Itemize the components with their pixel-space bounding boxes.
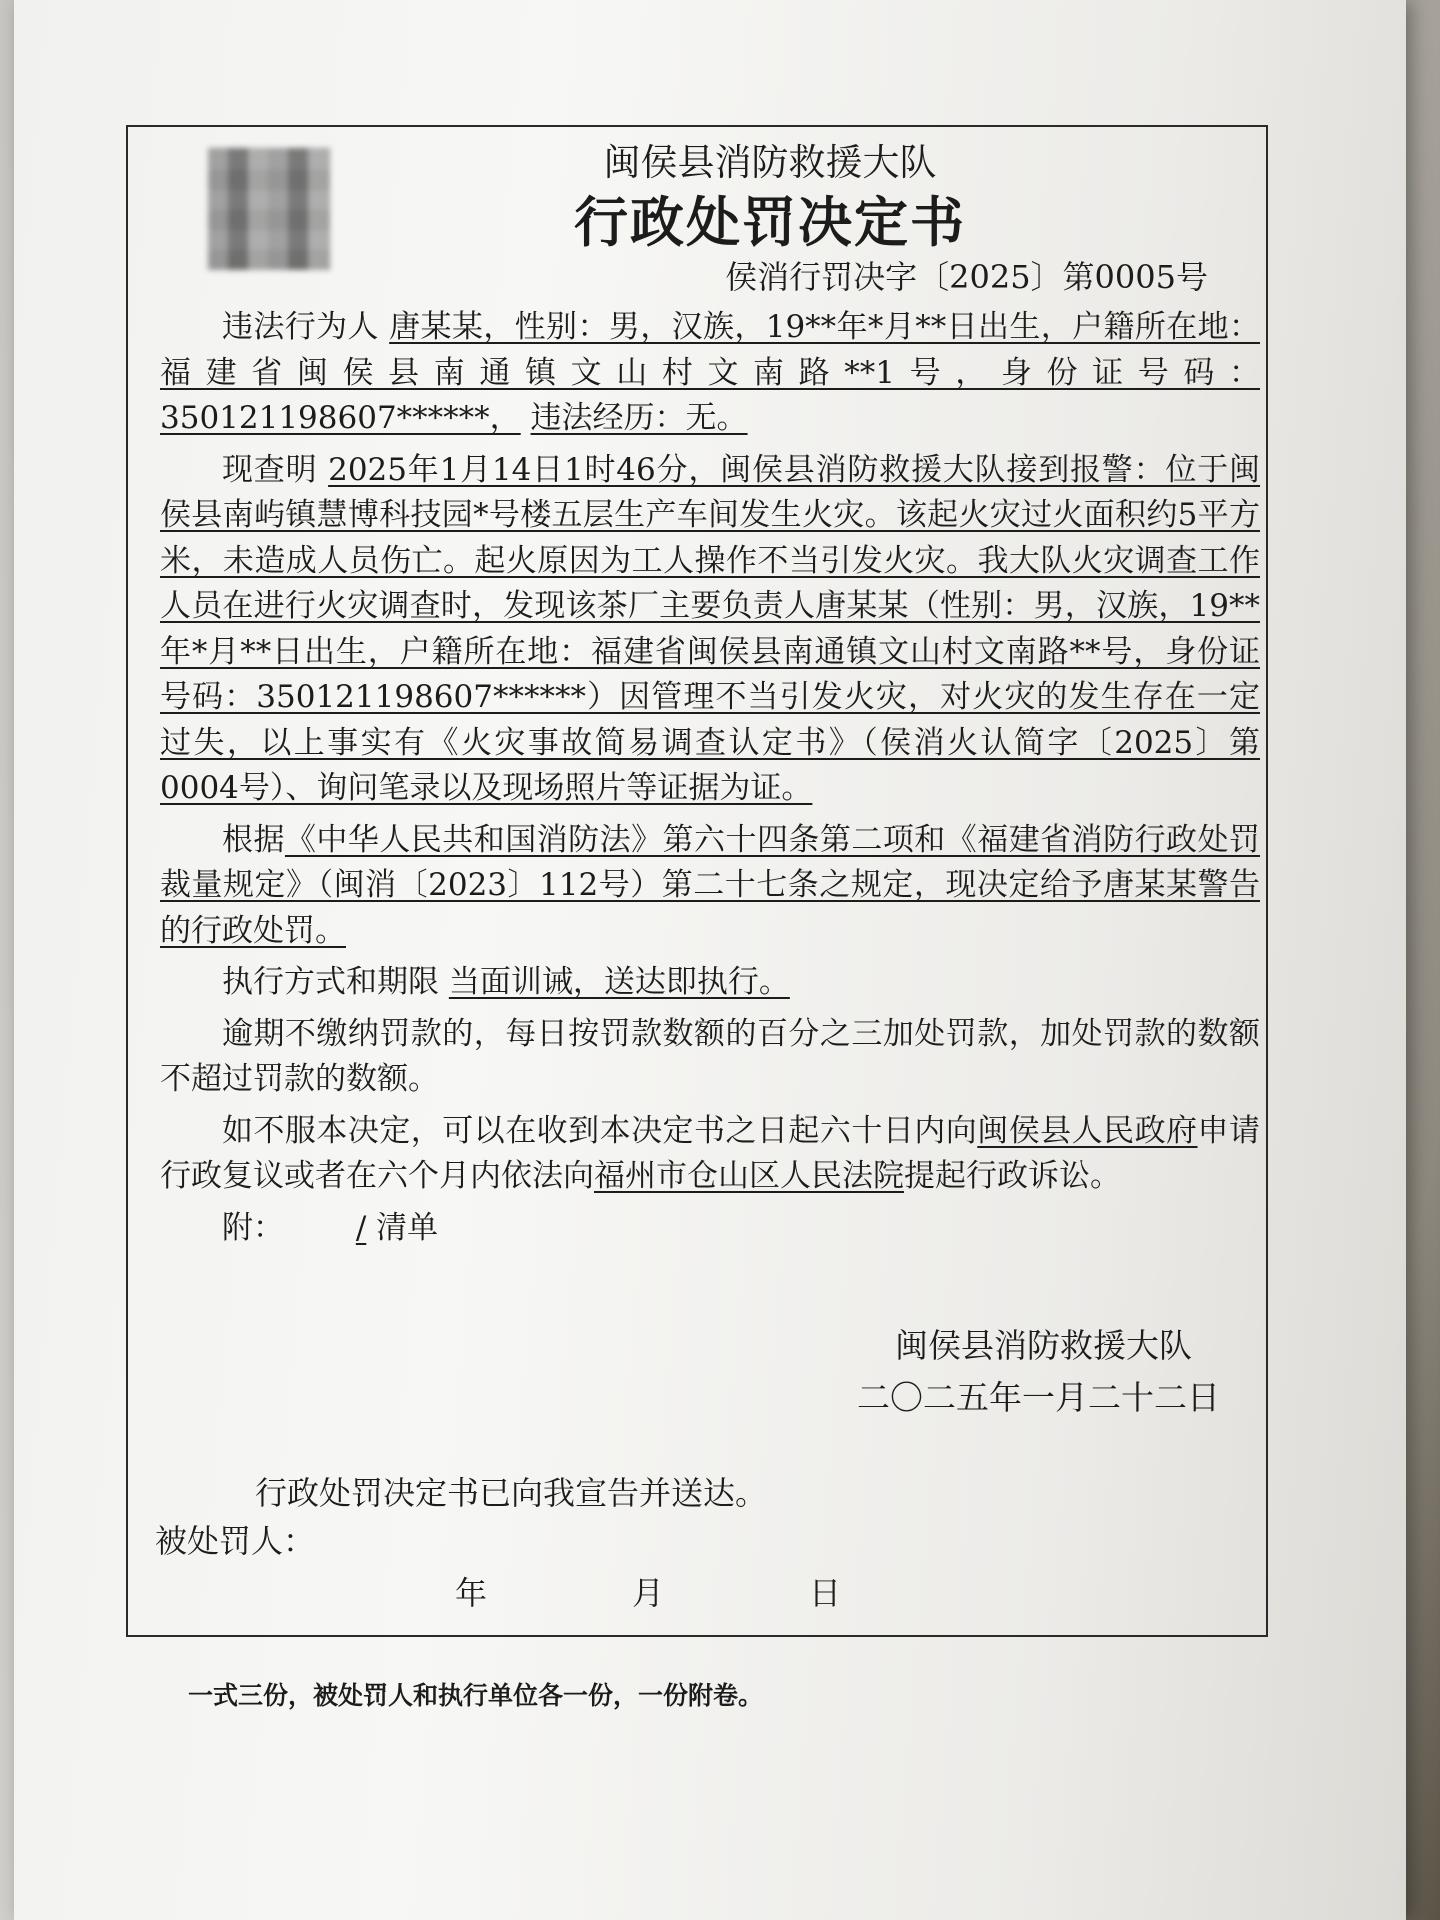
appeal-paragraph	[160, 1109, 1260, 1200]
review-authority: 闽侯县人民政府	[977, 1112, 1198, 1149]
acknowledgement-text: 行政处罚决定书已向我宣告并送达。	[255, 1474, 768, 1512]
violator-info-3: 违法经历：无。	[530, 400, 748, 436]
basis-label: 根据	[222, 821, 285, 858]
violator-info-2: 福建省闽侯县南通镇文山村文南路**1号，身份证号码：350121198607******，	[160, 354, 1260, 436]
execution-paragraph	[160, 960, 1260, 1006]
basis-text: 《中华人民共和国消防法》第六十四条第二项和《福建省消防行政处罚裁量规定》（闽消〔2023〕112号）第二十七条之规定，现决定给予唐某某警告的行政处罚。	[160, 821, 1260, 949]
appeal-text-3: 提起行政诉讼。	[904, 1158, 1121, 1194]
attachment-line	[160, 1206, 1260, 1252]
signing-organization: 闽侯县消防救援大队	[895, 1326, 1192, 1365]
appeal-text-2: 申请行政复议或者在六个月内依法向	[160, 1112, 1260, 1194]
facts-label: 现查明	[222, 451, 318, 488]
issuing-organization: 闽侯县消防救援大队	[603, 141, 937, 184]
violator-info-1: 唐某某，性别：男，汉族，19**年*月**日出生，户籍所在地：	[389, 309, 1261, 345]
litigation-court: 福州市仓山区人民法院	[594, 1158, 904, 1194]
execution-label: 执行方式和期限	[222, 964, 439, 1000]
execution-text: 当面训诫，送达即执行。	[448, 964, 790, 1000]
signing-date: 二〇二五年一月二十二日	[857, 1378, 1220, 1417]
receipt-day: 日	[809, 1574, 842, 1612]
document-number: 侯消行罚决字〔2025〕第0005号	[725, 258, 1208, 296]
appeal-text-1: 如不服本决定，可以在收到本决定书之日起六十日内向	[222, 1112, 978, 1149]
receipt-date-line	[455, 1568, 986, 1614]
penalized-party-label: 被处罚人：	[155, 1522, 316, 1560]
receipt-year: 年	[455, 1574, 488, 1612]
copies-note: 一式三份，被处罚人和执行单位各一份，一份附卷。	[188, 1681, 764, 1710]
document-title: 行政处罚决定书	[574, 190, 966, 254]
attachment-suffix: 清单	[376, 1209, 439, 1246]
document-body	[160, 305, 1260, 1251]
attachment-count: /	[355, 1209, 367, 1246]
overdue-paragraph: 逾期不缴纳罚款的，每日按罚款数额的百分之三加处罚款，加处罚款的数额不超过罚款的数额。	[160, 1015, 1260, 1097]
facts-text: 2025年1月14日1时46分，闽侯县消防救援大队接到报警：位于闽侯县南屿镇慧博科技园*号楼五层生产车间发生火灾。该起火灾过火面积约5平方米，未造成人员伤亡。起火原因为工人操作不当引发火灾。我大队火灾调查工作人员在进行火灾调查时，发现该茶厂主要负责人唐某某（性别：男，汉族，19**年*月**日出生，户籍所在地：福建省闽侯县南通镇文山村文南路**号，身份证号码：350121198607******）因管理不当引发火灾，对火灾的发生存在一定过失，以上事实有《火灾事故简易调查认定书》（侯消火认简字〔2025〕第0004号）、询问笔录以及现场照片等证据为证。	[160, 451, 1261, 806]
attachment-label: 附：	[222, 1209, 284, 1246]
basis-paragraph	[160, 818, 1260, 955]
violator-paragraph	[160, 305, 1260, 442]
violator-label: 违法行为人	[222, 309, 379, 345]
receipt-month: 月	[632, 1574, 665, 1612]
facts-paragraph	[160, 448, 1260, 812]
